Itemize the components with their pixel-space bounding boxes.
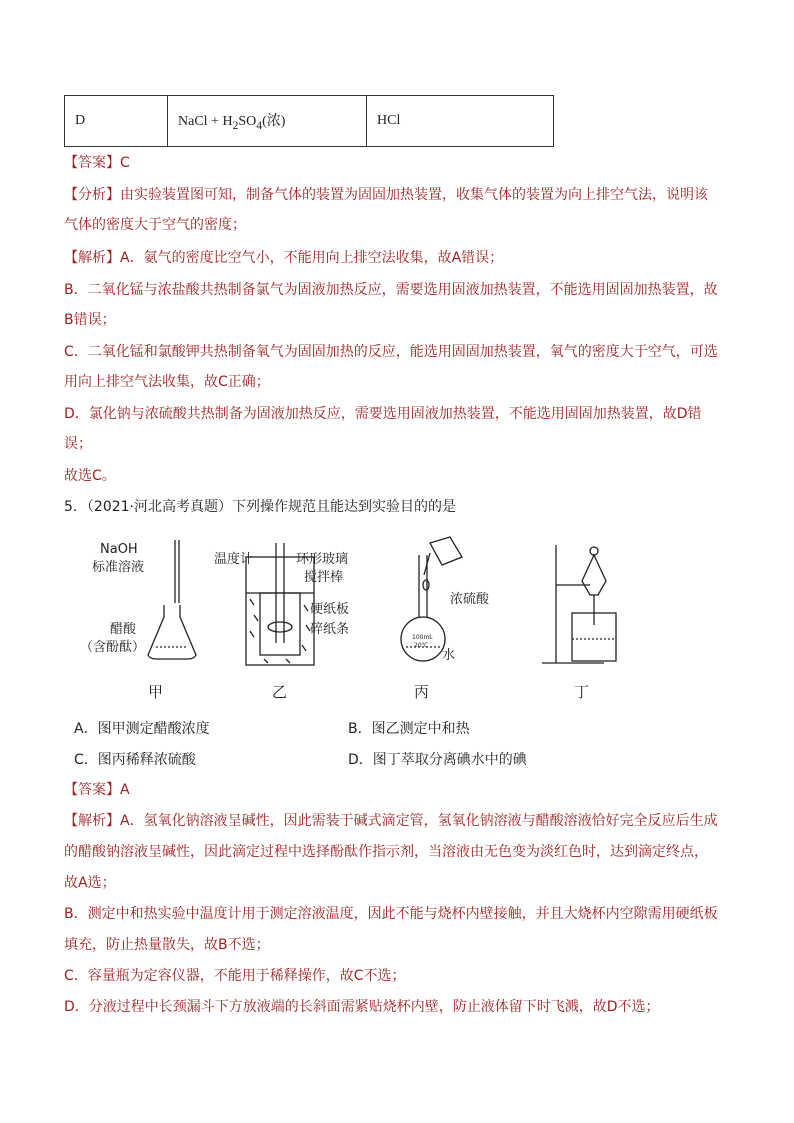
q5-solution-b-1: B．测定中和热实验中温度计用于测定溶液温度，因此不能与烧杯内壁接触，并且大烧杯内空隙需用硬纸板 (64, 906, 718, 922)
q5-answer: 【答案】A (64, 782, 130, 798)
table-cell-option: D (65, 96, 168, 147)
q5-solution-b-2: 填充，防止热量散失，故B不选； (64, 937, 270, 953)
q5-solution-d: D．分液过程中长颈漏斗下方放液端的长斜面需紧贴烧杯内壁，防止液体留下时飞溅，故D不选； (64, 999, 660, 1015)
label-flask-temp: 20℃ (414, 642, 429, 649)
label-stirrer-1: 环形玻璃 (296, 552, 349, 567)
q5-solution-a-1: 【解析】A．氢氧化钠溶液呈碱性，因此需装于碱式滴定管，氢氧化钠溶液与醋酸溶液恰好完全反应后生成 (64, 813, 718, 829)
q4-solution-d-1: D．氯化钠与浓硫酸共热制备为固液加热反应，需要选用固液加热装置，不能选用固固加热装置，故D错 (64, 406, 702, 422)
q4-solution-b-2: B错误； (64, 312, 116, 328)
label-cardboard: 硬纸板 (310, 602, 350, 617)
q4-solution-c-2: 用向上排空气法收集，故C正确； (64, 374, 270, 390)
table-cell-reagents: NaCl + $H_2SO_4$(浓) (168, 96, 367, 147)
label-standard-solution: 标准溶液 (92, 560, 145, 575)
option-c: C．图丙稀释浓硫酸 (74, 752, 196, 768)
q4-solution-b-1: B．二氧化锰与浓盐酸共热制备氯气为固液加热反应，需要选用固液加热装置，不能选用固固加热装置，故 (64, 282, 718, 298)
label-conc-sulfuric-acid: 浓硫酸 (450, 592, 490, 607)
option-a: A．图甲测定醋酸浓度 (74, 721, 210, 737)
label-shredded-paper: 碎纸条 (310, 622, 350, 637)
q5-solution-c: C．容量瓶为定容仪器，不能用于稀释操作，故C不选； (64, 968, 406, 984)
label-naoh: NaOH (100, 542, 138, 557)
q4-solution-c-1: C．二氧化锰和氯酸钾共热制备氧气为固固加热的反应，能选用固固加热装置，氧气的密度大于空气，可选 (64, 344, 718, 360)
q5-solution-a-2: 的醋酸钠溶液呈碱性，因此滴定过程中选择酚酞作指示剂，当溶液由无色变为淡红色时，达到滴定终点， (64, 844, 708, 860)
figure-label-ding: 丁 (574, 683, 590, 701)
label-flask-volume: 100mL (412, 634, 433, 641)
figure-label-jia: 甲 (148, 683, 164, 701)
table-row (65, 96, 554, 147)
q4-solution-d-2: 误； (64, 436, 92, 452)
apparatus-figure (64, 535, 724, 705)
q4-answer: 【答案】C (64, 155, 130, 171)
reagent-table (64, 95, 554, 147)
figure-label-yi: 乙 (272, 683, 288, 701)
label-water: 水 (442, 648, 456, 663)
label-acetic-acid: 醋酸 (110, 622, 137, 637)
option-b: B．图乙测定中和热 (348, 721, 470, 737)
option-d: D．图丁萃取分离碘水中的碘 (348, 752, 527, 768)
q4-solution-a: 【解析】A．氨气的密度比空气小，不能用向上排空法收集，故A错误； (64, 250, 504, 266)
q4-analysis-line-1: 【分析】由实验装置图可知，制备气体的装置为固固加热装置，收集气体的装置为向上排空气法，说明该 (64, 187, 708, 203)
table-cell-gas: HCl (367, 96, 554, 147)
q5-stem: 5．（2021·河北高考真题）下列操作规范且能达到实验目的的是 (64, 499, 457, 515)
figure-label-bing: 丙 (414, 683, 430, 701)
label-thermometer: 温度计 (214, 552, 254, 567)
label-stirrer-2: 搅拌棒 (304, 570, 344, 585)
q4-conclusion: 故选C。 (64, 468, 116, 484)
q4-analysis-line-2: 气体的密度大于空气的密度； (64, 217, 246, 233)
label-phenolphthalein: （含酚酞） (80, 640, 146, 655)
q5-solution-a-3: 故A选； (64, 875, 116, 891)
apparatus-illustration (64, 535, 724, 680)
